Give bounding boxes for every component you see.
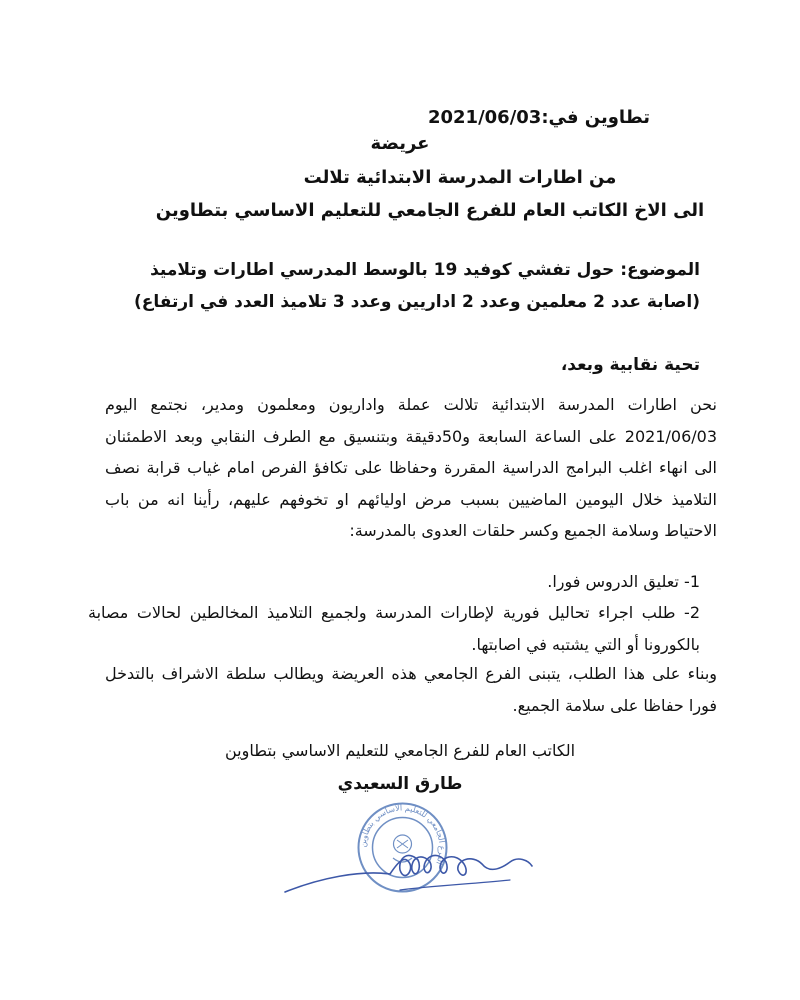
letter-title: عريضة — [370, 133, 430, 154]
signatory-title: الكاتب العام للفرع الجامعي للتعليم الاساسي بتطاوين — [224, 741, 576, 760]
handwritten-signature — [280, 840, 540, 910]
signature-underline — [400, 880, 510, 890]
letter-recipient: الى الاخ الكاتب العام للفرع الجامعي للتعليم الاساسي بتطاوين — [155, 200, 705, 221]
closing-paragraph: وبناء على هذا الطلب، يتبنى الفرع الجامعي هذه العريضة ويطالب سلطة الاشراف بالتدخل فورا حفاظا على سلامة الجميع. — [105, 664, 717, 715]
greeting: تحية نقابية وبعد، — [560, 355, 700, 375]
letter-sender: من اطارات المدرسة الابتدائية تلالت — [303, 167, 617, 188]
subject-line-1: الموضوع: حول تفشي كوفيد 19 بالوسط المدرسي اطارات وتلاميذ — [150, 260, 700, 280]
subject-line-2: (اصابة عدد 2 معلمين وعدد 2 اداريين وعدد 3 تلاميذ العدد في ارتفاع) — [133, 292, 700, 312]
signature-stroke — [285, 855, 532, 892]
signatory-name: طارق السعيدي — [337, 774, 463, 794]
request-item-2: 2- طلب اجراء تحاليل فورية لإطارات المدرسة ولجميع التلاميذ المخالطين لحالات مصابة بالكورونا أو التي يشتبه في اصابتها. — [88, 603, 700, 654]
body-paragraph: نحن اطارات المدرسة الابتدائية تلالت عملة واداريون ومعلمون ومدير، نجتمع اليوم 2021/06/03 على الساعة السابعة و50دقيقة وبتنسيق مع الطرف النقابي وبعد الاطمئنان الى انهاء اغلب البرامج الدراسية المقررة وحفاظا على تكافؤ الفرص امام غياب قرابة نصف التلاميذ خلال اليومين الماضيين بسبب مرض اوليائهم او تخوفهم عليهم، رأينا انه من باب الاحتياط وسلامة الجميع وكسر حلقات العدوى بالمدرسة: — [105, 395, 718, 541]
letter-date: تطاوين في:2021/06/03 — [427, 107, 650, 128]
stamp-ring-text: الفرع الجامعي للتعليم الأساسي بتطاوين — [358, 803, 447, 866]
request-item-1: 1- تعليق الدروس فورا. — [547, 572, 700, 591]
